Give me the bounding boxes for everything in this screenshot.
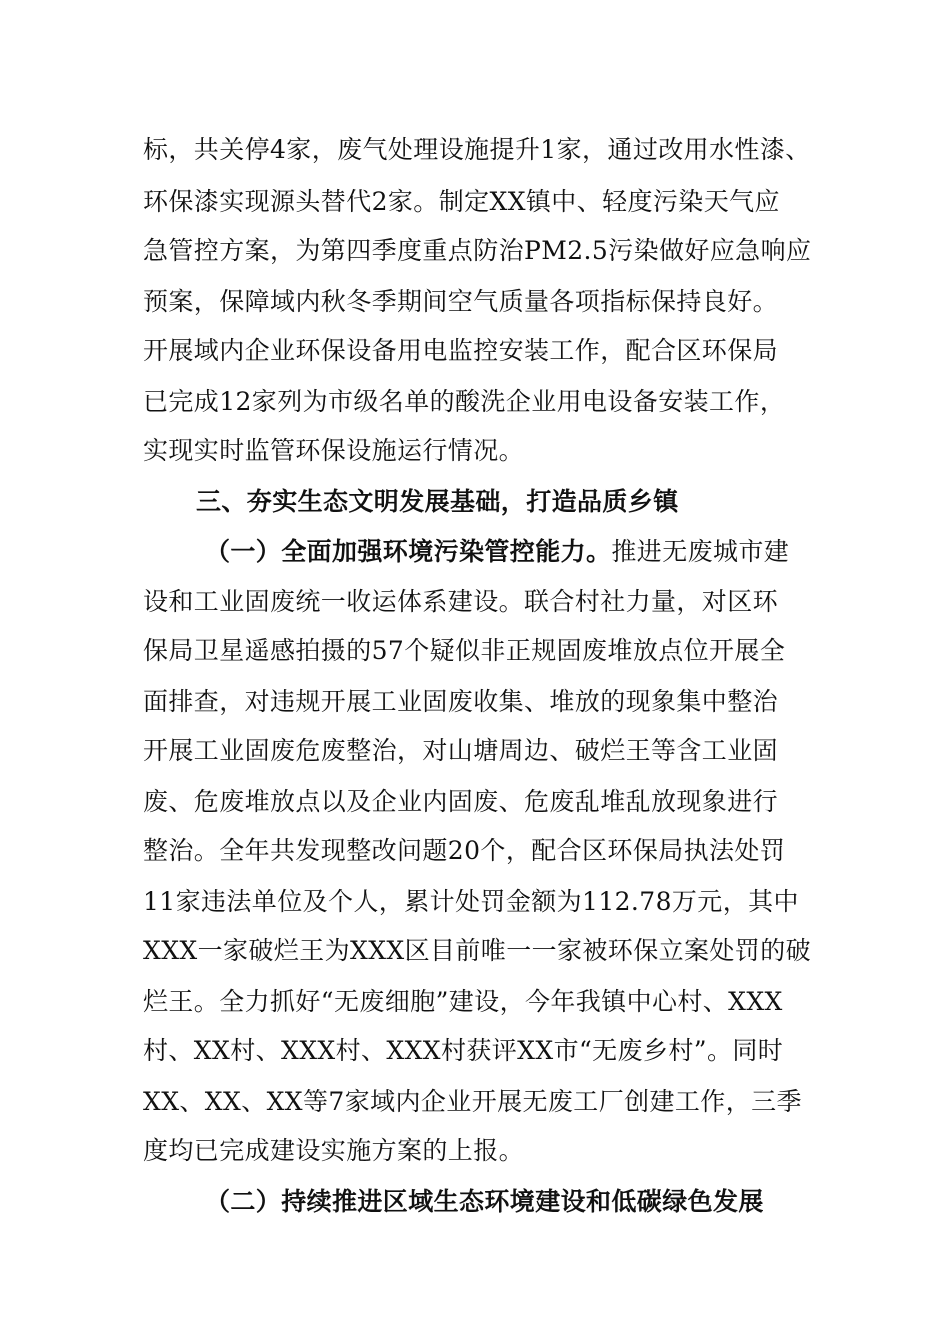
body-text-line: 废、危废堆放点以及企业内固废、危废乱堆乱放现象进行 — [143, 787, 779, 816]
body-text-line: 标，共关停4家，废气处理设施提升1家，通过改用水性漆、 — [143, 135, 811, 164]
subsection-heading: （一）全面加强环境污染管控能力。 — [205, 537, 612, 566]
subsection-heading: （二）持续推进区域生态环境建设和低碳绿色发展 — [205, 1187, 764, 1216]
body-text-line: 面排查，对违规开展工业固废收集、堆放的现象集中整治 — [143, 687, 779, 716]
subsection-paragraph-start — [205, 530, 885, 574]
body-text: 推进无废城市建 — [611, 537, 790, 566]
body-text-line: 已完成12家列为市级名单的酸洗企业用电设备安装工作， — [143, 387, 786, 416]
body-text-line: 环保漆实现源头替代2家。制定XX镇中、轻度污染天气应 — [143, 187, 780, 216]
body-text-line: XX、XX、XX等7家域内企业开展无废工厂创建工作，三季 — [143, 1087, 802, 1116]
body-text-line: 度均已完成建设实施方案的上报。 — [143, 1136, 525, 1165]
body-text-line: 整治。全年共发现整改问题20个，配合区环保局执法处罚 — [143, 836, 786, 865]
body-text-line: 设和工业固废统一收运体系建设。联合村社力量，对区环 — [143, 587, 779, 616]
body-text-line: 开展域内企业环保设备用电监控安装工作，配合区环保局 — [143, 336, 779, 365]
body-text-line: 急管控方案，为第四季度重点防治PM2.5污染做好应急响应 — [143, 236, 812, 265]
body-text-line: 保局卫星遥感拍摄的57个疑似非正规固废堆放点位开展全 — [143, 636, 786, 665]
body-text-line: 村、XX村、XXX村、XXX村获评XX市“无废乡村”。同时 — [143, 1036, 784, 1065]
section-heading: 三、夯实生态文明发展基础，打造品质乡镇 — [196, 487, 679, 516]
body-text-line: 实现实时监管环保设施运行情况。 — [143, 436, 525, 465]
body-text-line: XXX一家破烂王为XXX区目前唯一一家被环保立案处罚的破 — [143, 936, 811, 965]
body-text-line: 11家违法单位及个人，累计处罚金额为112.78万元，其中 — [143, 887, 799, 916]
body-text-line: 预案，保障域内秋冬季期间空气质量各项指标保持良好。 — [143, 287, 779, 316]
body-text-line: 烂王。全力抓好“无废细胞”建设，今年我镇中心村、XXX — [143, 987, 783, 1016]
body-text-line: 开展工业固废危废整治，对山塘周边、破烂王等含工业固 — [143, 736, 779, 765]
